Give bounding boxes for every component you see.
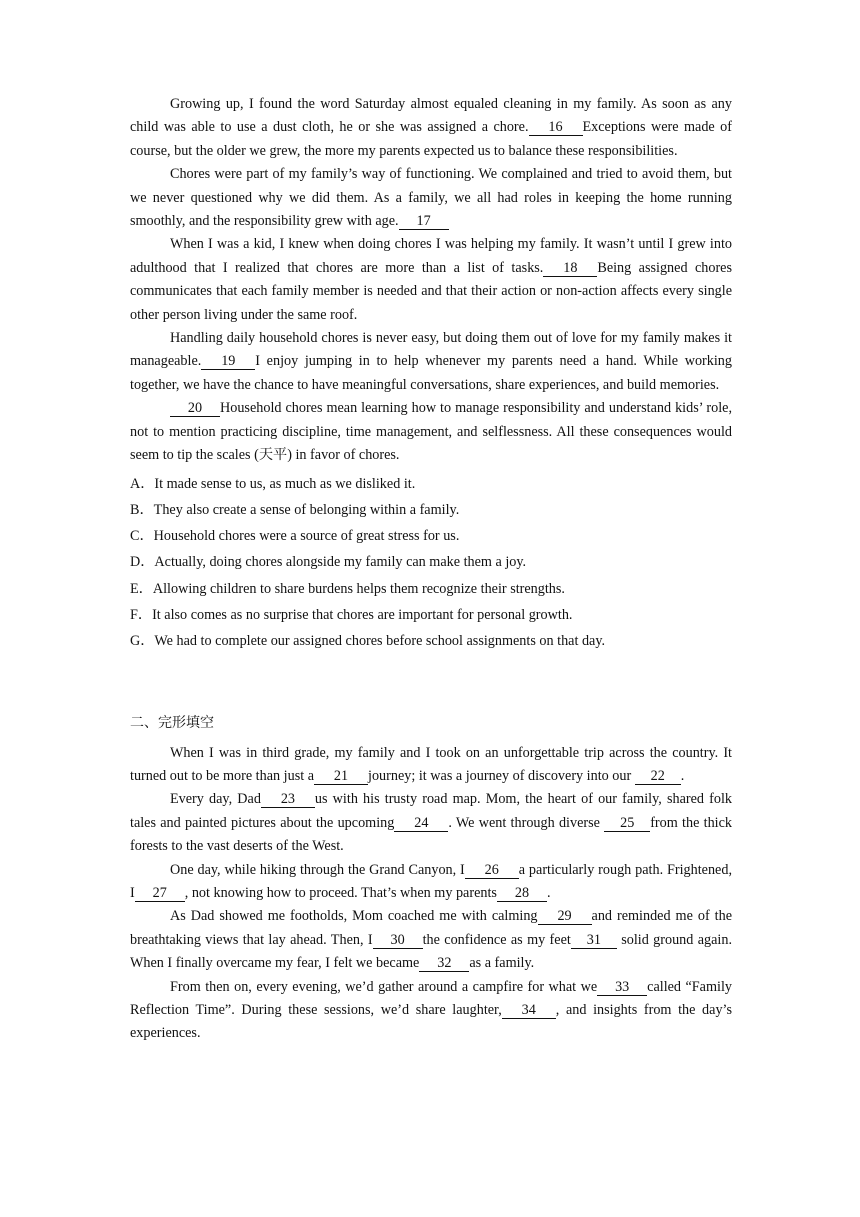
text: Growing up, I found the word Saturday almost equaled cleaning in my family. As soon as any child was able to use a dust cloth, he or she was assigned a chore. bbox=[130, 96, 732, 136]
text: and reminded me of the breathtaking views that lay ahead. Then, I bbox=[130, 908, 732, 948]
answer-blank-20[interactable]: 20 bbox=[170, 400, 220, 417]
passage1-paragraph-2 bbox=[130, 163, 732, 233]
text: called “Family Reflection Time”. During these sessions, we’d share laughter, bbox=[130, 978, 732, 1019]
text: One day, while hiking through the Grand Canyon, I bbox=[170, 861, 465, 878]
answer-blank-17[interactable]: 17 bbox=[399, 213, 449, 230]
text: Handling daily household chores is never easy, but doing them out of love for my family makes it manageable. bbox=[130, 330, 732, 370]
document-content bbox=[130, 93, 732, 1046]
option-c: C．Household chores were a source of great stress for us. bbox=[130, 528, 460, 545]
answer-blank-22[interactable]: 22 bbox=[635, 768, 681, 785]
answer-blank-31[interactable]: 31 bbox=[571, 932, 617, 949]
answer-blank-28[interactable]: 28 bbox=[497, 885, 547, 902]
text: solid ground again. When I finally overcame my fear, I felt we became bbox=[130, 931, 732, 972]
answer-blank-21[interactable]: 21 bbox=[314, 768, 368, 785]
answer-blank-29[interactable]: 29 bbox=[538, 908, 592, 925]
passage1-paragraph-1 bbox=[130, 93, 732, 163]
passage1-paragraph-4 bbox=[130, 327, 732, 397]
text: Household chores mean learning how to manage responsibility and understand kids’ role, not to mention practicing discipline, time management, and selflessness. All these consequences would seem to tip the scales (天平) in favor of chores. bbox=[130, 400, 732, 464]
text: . We went through diverse bbox=[448, 814, 600, 831]
option-f: F．It also comes as no surprise that chores are important for personal growth. bbox=[130, 606, 573, 623]
section-heading: 二、完形填空 bbox=[130, 714, 214, 731]
option-b: B．They also create a sense of belonging within a family. bbox=[130, 501, 460, 518]
text: Exceptions were made of course, but the older we grew, the more my parents expected us to balance these responsibilities. bbox=[130, 119, 732, 159]
text: From then on, every evening, we’d gather around a campfire for what we bbox=[170, 978, 598, 995]
text: . bbox=[546, 885, 551, 902]
option-e: E．Allowing children to share burdens helps them recognize their strengths. bbox=[130, 580, 565, 597]
text: Chores were part of my family’s way of functioning. We complained and tried to avoid them, but we never questioned why we did them. As a family, we all had roles in keeping the home running smoothly, and the responsibility grew with age. bbox=[130, 166, 732, 230]
text: Being assigned chores communicates that each family member is needed and that their action or non-action affects every single other person living under the same roof. bbox=[130, 259, 732, 323]
option-a: A．It made sense to us, as much as we disliked it. bbox=[130, 475, 416, 492]
passage1-paragraph-3 bbox=[130, 233, 732, 327]
text: When I was a kid, I knew when doing chores I was helping my family. It wasn’t until I grew into adulthood that I realized that chores are more than a list of tasks. bbox=[130, 236, 732, 276]
text: journey; it was a journey of discovery into our bbox=[368, 767, 632, 784]
option-d: D．Actually, doing chores alongside my family can make them a joy. bbox=[130, 554, 527, 571]
text: a particularly rough path. Frightened, I bbox=[130, 861, 732, 902]
passage2-paragraph-3 bbox=[130, 859, 732, 906]
text: us with his trusty road map. Mom, the heart of our family, shared folk tales and painted pictures about the upcoming bbox=[130, 791, 732, 831]
text: as a family. bbox=[469, 955, 535, 972]
text: Every day, Dad bbox=[170, 791, 261, 808]
text: , and insights from the day’s experiences. bbox=[130, 1002, 733, 1042]
answer-blank-30[interactable]: 30 bbox=[373, 932, 423, 949]
passage2-paragraph-5 bbox=[130, 976, 732, 1046]
answer-blank-33[interactable]: 33 bbox=[597, 979, 647, 996]
answer-blank-34[interactable]: 34 bbox=[502, 1002, 556, 1019]
passage2-paragraph-2 bbox=[130, 788, 732, 858]
passage1-paragraph-5 bbox=[130, 397, 732, 467]
answer-blank-27[interactable]: 27 bbox=[135, 885, 185, 902]
answer-blank-23[interactable]: 23 bbox=[261, 791, 315, 808]
text: I enjoy jumping in to help whenever my parents need a hand. While working together, we have the chance to have meaningful conversations, share experiences, and build memories. bbox=[130, 353, 732, 393]
answer-blank-32[interactable]: 32 bbox=[419, 955, 469, 972]
option-list bbox=[130, 471, 732, 655]
text: . bbox=[680, 767, 685, 784]
text: , not knowing how to proceed. That’s when my parents bbox=[184, 885, 497, 902]
answer-blank-18[interactable]: 18 bbox=[543, 260, 597, 277]
text: from the thick forests to the vast deserts of the West. bbox=[130, 814, 733, 855]
text: the confidence as my feet bbox=[422, 931, 571, 948]
answer-blank-25[interactable]: 25 bbox=[604, 815, 650, 832]
passage2-paragraph-1 bbox=[130, 742, 732, 789]
answer-blank-24[interactable]: 24 bbox=[394, 815, 448, 832]
passage2-paragraph-4 bbox=[130, 905, 732, 975]
text: As Dad showed me footholds, Mom coached me with calming bbox=[170, 908, 538, 925]
answer-blank-26[interactable]: 26 bbox=[465, 862, 519, 879]
answer-blank-16[interactable]: 16 bbox=[529, 119, 583, 136]
option-g: G．We had to complete our assigned chores before school assignments on that day. bbox=[130, 633, 606, 650]
answer-blank-19[interactable]: 19 bbox=[201, 353, 255, 370]
text: When I was in third grade, my family and I took on an unforgettable trip across the country. It turned out to be more than just a bbox=[130, 744, 732, 784]
